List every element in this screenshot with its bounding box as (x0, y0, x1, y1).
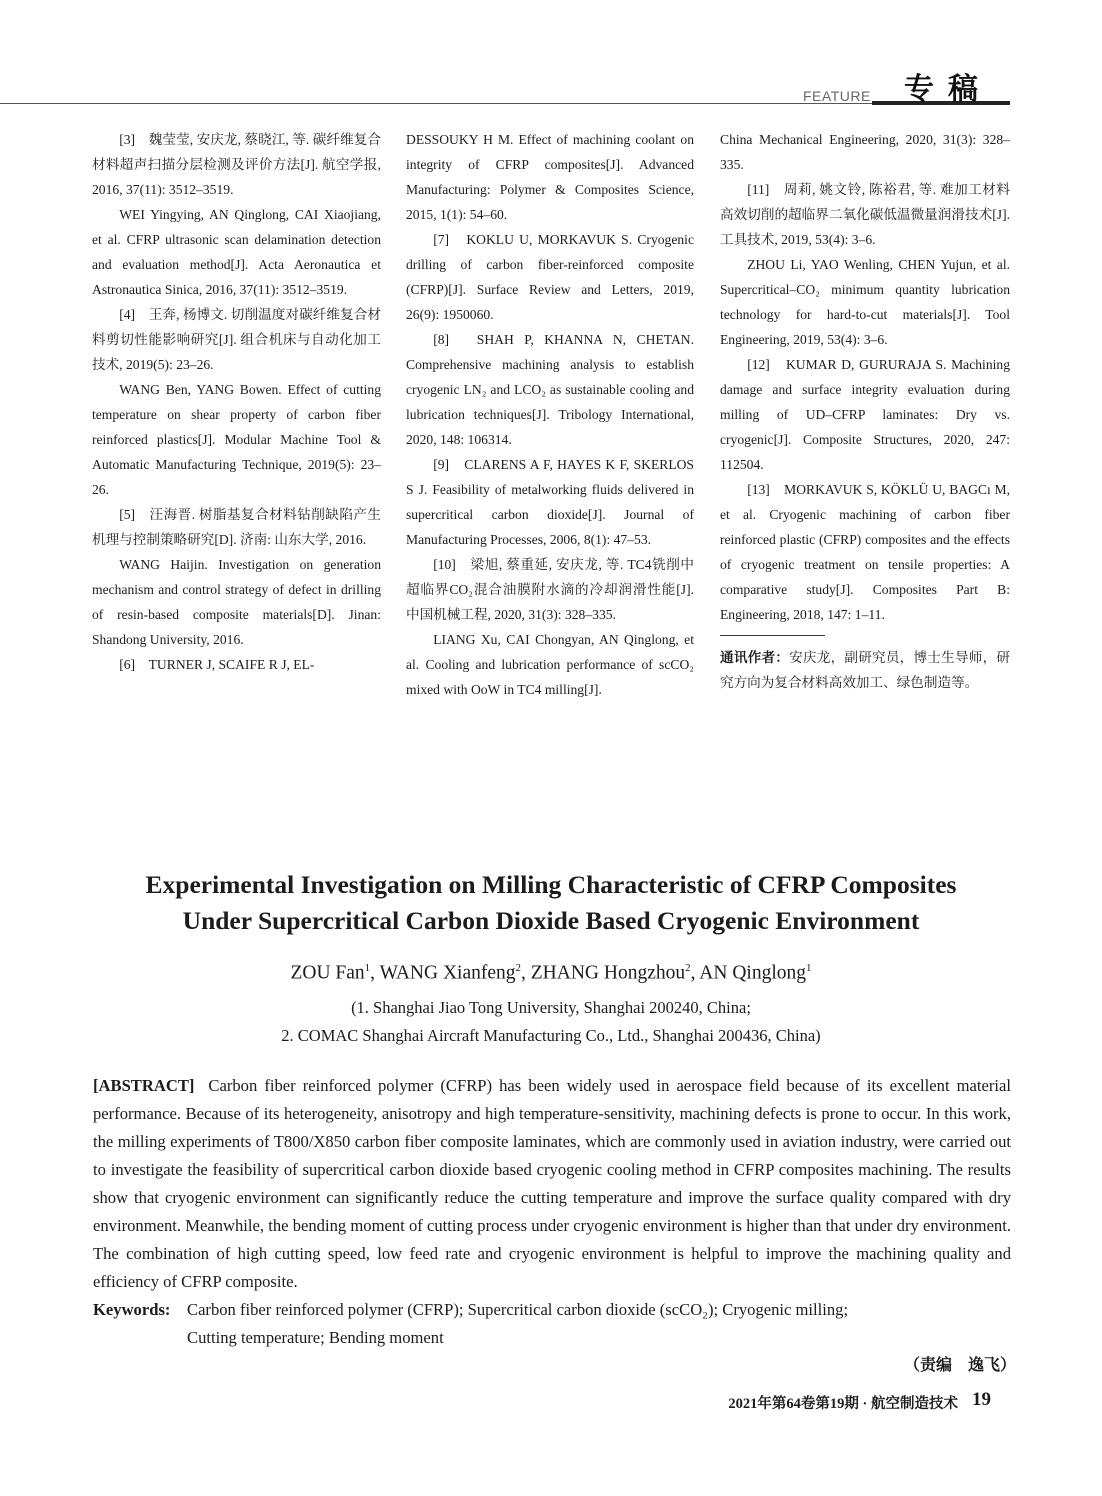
author-name: WANG Xianfeng (379, 962, 516, 984)
reference-paragraph: [11] 周莉, 姚文铃, 陈裕君, 等. 难加工材料高效切削的超临界二氧化碳低温微量润滑技术[J]. 工具技术, 2019, 53(4): 3–6. (720, 182, 1010, 247)
reference-paragraph: WANG Haijin. Investigation on generation mechanism and control strategy of defect in drilling of resin-based composite materials[D]. Jinan: Shandong University, 2016. (92, 557, 381, 647)
author-name: ZHANG Hongzhou (530, 962, 686, 984)
author-affiliation-marker: 1 (364, 962, 371, 974)
references-column-2 (406, 127, 694, 702)
keywords-line-1: Carbon fiber reinforced polymer (CFRP); Supercritical carbon dioxide (scCO₂); Cryogenic milling; (187, 1300, 849, 1319)
affiliation-2: 2. COMAC Shanghai Aircraft Manufacturing Co., Ltd., Shanghai 200436, China) (281, 1026, 821, 1045)
footnote-divider (720, 635, 825, 636)
affiliation-1: (1. Shanghai Jiao Tong University, Shanghai 200240, China; (351, 998, 751, 1017)
reference-paragraph: DESSOUKY H M. Effect of machining coolant on integrity of CFRP composites[J]. Advanced Manufacturing: Polymer & Composites Science, 2015, 1(1): 54–60. (406, 132, 694, 222)
abstract-label: [ABSTRACT] (93, 1076, 195, 1095)
references-column-3 (720, 127, 1010, 696)
author-list (60, 962, 1042, 985)
author-separator: , (690, 962, 700, 984)
author-name: AN Qinglong (699, 962, 807, 984)
reference-paragraph: [10] 梁旭, 蔡重延, 安庆龙, 等. TC4铣削中超临界CO₂混合油膜附水滴的冷却润滑性能[J]. 中国机械工程, 2020, 31(3): 328–335. (406, 557, 694, 622)
reference-paragraph: ZHOU Li, YAO Wenling, CHEN Yujun, et al. Supercritical–CO₂ minimum quantity lubrication technology for hard-to-cut materials[J]. Tool Engineering, 2019, 53(4): 3–6. (720, 257, 1010, 347)
author-affiliation-marker: 2 (685, 962, 691, 974)
reference-paragraph: [7] KOKLU U, MORKAVUK S. Cryogenic drilling of carbon fiber-reinforced composite (CFRP)[J]. Surface Review and Letters, 2019, 26(9): 1950060. (406, 232, 694, 322)
reference-paragraph: WEI Yingying, AN Qinglong, CAI Xiaojiang, et al. CFRP ultrasonic scan delamination detection and evaluation method[J]. Acta Aeronautica et Astronautica Sinica, 2016, 37(11): 3512–3519. (92, 207, 381, 297)
page-number: 19 (972, 1389, 991, 1410)
keywords-line-2: Cutting temperature; Bending moment (187, 1328, 444, 1347)
editor-credit: （责编 逸飞） (903, 1357, 1016, 1374)
feature-label: FEATURE (803, 88, 871, 104)
reference-paragraph: China Mechanical Engineering, 2020, 31(3): 328–335. (720, 132, 1010, 172)
article-title-line-1: Experimental Investigation on Milling Characteristic of CFRP Composites (145, 870, 957, 899)
journal-issue: 2021年第64卷第19期 · 航空制造技术 (728, 1396, 958, 1412)
reference-paragraph: [12] KUMAR D, GURURAJA S. Machining damage and surface integrity evaluation during milling of UD–CFRP laminates: Dry vs. cryogenic[J]. Composite Structures, 2020, 247: 112504. (720, 357, 1010, 472)
header-rule (0, 103, 872, 104)
keywords (93, 1296, 1011, 1352)
abstract (93, 1072, 1011, 1296)
article-title (60, 867, 1042, 939)
abstract-text: Carbon fiber reinforced polymer (CFRP) has been widely used in aerospace field because of its excellent material performance. Because of its heterogeneity, anisotropy and high temperature-sensitivity, machining defects is prone to occur. In this work, the milling experiments of T800/X850 carbon fiber composite laminates, which are commonly used in aviation industry, were carried out to investigate the feasibility of supercritical carbon dioxide based cryogenic cooling method in CFRP composites machining. The results show that cryogenic environment can significantly reduce the cutting temperature and improve the surface quality compared with dry environment. Meanwhile, the bending moment of cutting process under cryogenic environment is higher than that under dry environment. The combination of high cutting speed, low feed rate and cryogenic environment is helpful to improve the machining quality and efficiency of CFRP composite. (93, 1076, 1011, 1291)
reference-paragraph: [13] MORKAVUK S, KÖKLÜ U, BAGCı M, et al. Cryogenic machining of carbon fiber reinforced plastic (CFRP) composites and the effects of cryogenic treatment on tensile properties: A comparative study[J]. Composites Part B: Engineering, 2018, 147: 1–11. (720, 482, 1010, 622)
author-name: ZOU Fan (290, 962, 365, 984)
reference-paragraph: WANG Ben, YANG Bowen. Effect of cutting temperature on shear property of carbon fiber reinforced plastics[J]. Modular Machine Tool & Automatic Manufacturing Technique, 2019(5): 23–26. (92, 382, 381, 497)
footnote-label: 通讯作者： (720, 650, 790, 666)
reference-paragraph: [6] TURNER J, SCAIFE R J, EL- (119, 657, 315, 672)
author-affiliation-marker: 2 (515, 962, 521, 974)
keywords-label: Keywords: (93, 1300, 171, 1319)
references-column-1 (92, 127, 381, 677)
article-title-line-2: Under Supercritical Carbon Dioxide Based Cryogenic Environment (182, 906, 920, 935)
footnote-text: 安庆龙，副研究员，博士生导师，研究方向为复合材料高效加工、绿色制造等。 (720, 650, 1011, 691)
reference-paragraph: [4] 王奔, 杨博文. 切削温度对碳纤维复合材料剪切性能影响研究[J]. 组合机床与自动化加工技术, 2019(5): 23–26. (92, 307, 381, 372)
corresponding-author-note (720, 646, 1010, 696)
author-separator: , (370, 962, 380, 984)
reference-paragraph: [8] SHAH P, KHANNA N, CHETAN. Comprehensive machining analysis to establish cryogenic LN₂ and LCO₂ as sustainable cooling and lubrication techniques[J]. Tribology International, 2020, 148: 106314. (406, 332, 694, 447)
reference-paragraph: [3] 魏莹莹, 安庆龙, 蔡晓江, 等. 碳纤维复合材料超声扫描分层检测及评价方法[J]. 航空学报, 2016, 37(11): 3512–3519. (92, 132, 381, 197)
column-title: 专稿 (904, 73, 992, 106)
author-affiliation-marker: 1 (806, 962, 812, 974)
reference-paragraph: LIANG Xu, CAI Chongyan, AN Qinglong, et al. Cooling and lubrication performance of scCO₂ mixed with OoW in TC4 milling[J]. (406, 632, 694, 697)
reference-paragraph: [9] CLARENS A F, HAYES K F, SKERLOS S J. Feasibility of metalworking fluids delivered in supercritical carbon dioxide[J]. Journal of Manufacturing Processes, 2006, 8(1): 47–53. (406, 457, 694, 547)
reference-paragraph: [5] 汪海晋. 树脂基复合材料钻削缺陷产生机理与控制策略研究[D]. 济南: 山东大学, 2016. (92, 507, 381, 547)
author-separator: , (521, 962, 531, 984)
